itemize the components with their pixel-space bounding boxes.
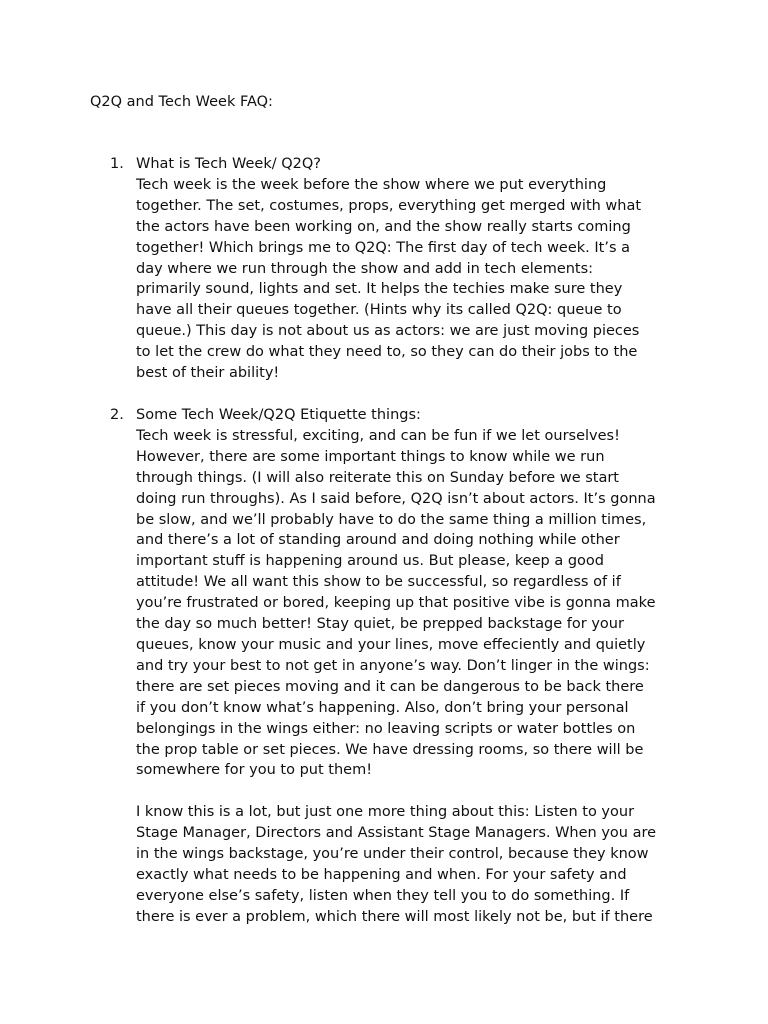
answer-line: somewhere for you to put them!: [136, 762, 373, 779]
answer-line: primarily sound, lights and set. It helps the techies make sure they: [136, 281, 623, 298]
answer-line: and try your best to not get in anyone’s way. Don’t linger in the wings:: [136, 657, 650, 674]
faq-question: What is Tech Week/ Q2Q?: [136, 156, 321, 172]
faq-item-body: [136, 405, 696, 928]
answer-line: and there’s a lot of standing around and doing nothing while other: [136, 532, 620, 549]
answer-line: belongings in the wings either: no leaving scripts or water bottles on: [136, 720, 636, 737]
answer-line: you’re frustrated or bored, keeping up that positive vibe is gonna make: [136, 595, 656, 612]
faq-item-body: [136, 154, 696, 384]
answer-line: queues, know your music and your lines, move effeciently and quietly: [136, 636, 646, 653]
answer-line: if you don’t know what’s happening. Also, don’t bring your personal: [136, 699, 629, 716]
answer-line: attitude! We all want this show to be successful, so regardless of if: [136, 574, 621, 591]
list-number: 1.: [110, 156, 124, 172]
answer-line: in the wings backstage, you’re under their control, because they know: [136, 846, 649, 863]
answer-line: day where we run through the show and add in tech elements:: [136, 260, 594, 277]
answer-line: I know this is a lot, but just one more thing about this: Listen to your: [136, 804, 635, 821]
answer-line: the day so much better! Stay quiet, be prepped backstage for your: [136, 616, 624, 633]
faq-question: Some Tech Week/Q2Q Etiquette things:: [136, 407, 421, 423]
answer-line: there are set pieces moving and it can be dangerous to be back there: [136, 678, 644, 695]
answer-line: Stage Manager, Directors and Assistant Stage Managers. When you are: [136, 825, 657, 842]
document-title: Q2Q and Tech Week FAQ:: [90, 94, 273, 110]
answer-line: Tech week is stressful, exciting, and can be fun if we let ourselves!: [136, 427, 620, 444]
answer-line: exactly what needs to be happening and when. For your safety and: [136, 866, 627, 883]
answer-line: to let the crew do what they need to, so they can do their jobs to the: [136, 344, 638, 361]
answer-line: everyone else’s safety, listen when they tell you to do something. If: [136, 887, 630, 904]
answer-line: queue.) This day is not about us as actors: we are just moving pieces: [136, 323, 640, 340]
answer-line: important stuff is happening around us. But please, keep a good: [136, 553, 604, 570]
answer-line: However, there are some important things to know while we run: [136, 448, 605, 465]
answer-line: Tech week is the week before the show where we put everything: [136, 176, 607, 193]
answer-line: there is ever a problem, which there will most likely not be, but if there: [136, 908, 653, 925]
answer-line: together. The set, costumes, props, everything get merged with what: [136, 197, 642, 214]
answer-line: the actors have been working on, and the show really starts coming: [136, 218, 631, 235]
answer-line: best of their ability!: [136, 365, 280, 382]
paragraph-spacer: [136, 781, 696, 802]
answer-line: the prop table or set pieces. We have dressing rooms, so there will be: [136, 741, 644, 758]
answer-line: doing run throughs). As I said before, Q2Q isn’t about actors. It’s gonna: [136, 490, 656, 507]
answer-line: through things. (I will also reiterate this on Sunday before we start: [136, 469, 619, 486]
answer-line: have all their queues together. (Hints why its called Q2Q: queue to: [136, 302, 622, 319]
answer-line: together! Which brings me to Q2Q: The first day of tech week. It’s a: [136, 239, 631, 256]
list-number: 2.: [110, 407, 124, 423]
answer-line: be slow, and we’ll probably have to do the same thing a million times,: [136, 511, 647, 528]
